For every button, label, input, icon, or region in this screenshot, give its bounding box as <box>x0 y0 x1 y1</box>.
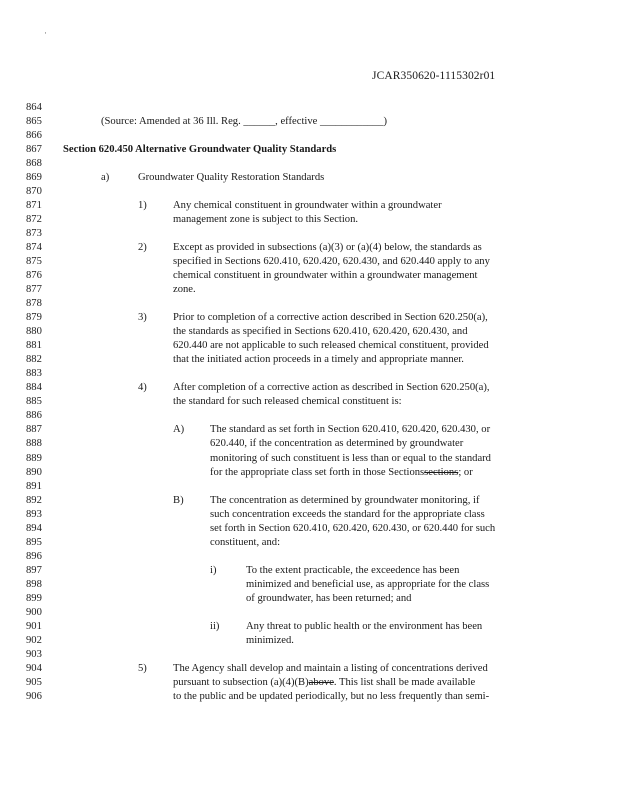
line-number: 904 <box>26 662 42 674</box>
document-line <box>0 409 618 422</box>
document-line <box>0 564 618 577</box>
line-number: 876 <box>26 270 42 282</box>
line-number: 878 <box>26 298 42 310</box>
line-text <box>173 199 442 212</box>
line-number: 906 <box>26 690 42 702</box>
line-number: 866 <box>26 130 42 142</box>
document-line <box>0 213 618 226</box>
document-line <box>0 381 618 394</box>
document-line <box>0 620 618 633</box>
list-label: 5) <box>138 662 147 674</box>
text-run: for the appropriate class set forth in those Sections <box>210 466 425 478</box>
text-run: monitoring of such constituent is less than or equal to the standard <box>210 452 491 464</box>
document-line <box>0 129 618 142</box>
text-run: 620.440 are not applicable to such released chemical constituent, provided <box>173 340 489 352</box>
list-label: 2) <box>138 242 147 254</box>
text-run: set forth in Section 620.410, 620.420, 620.430, or 620.440 for such <box>210 522 496 534</box>
line-number: 896 <box>26 550 42 562</box>
document-line <box>0 185 618 198</box>
line-number: 873 <box>26 228 42 240</box>
text-run: Section 620.450 Alternative Groundwater Quality Standards <box>63 144 337 156</box>
text-run: of groundwater, has been returned; and <box>246 592 412 604</box>
document-line <box>0 339 618 352</box>
text-run: The standard as set forth in Section 620.410, 620.420, 620.430, or <box>210 424 491 436</box>
document-line <box>0 690 618 703</box>
line-number: 886 <box>26 410 42 422</box>
line-text <box>246 620 482 633</box>
list-label: B) <box>173 494 184 506</box>
text-run: pursuant to subsection (a)(4)(B) <box>173 676 309 688</box>
line-text <box>210 536 280 549</box>
line-text <box>173 311 488 324</box>
text-run: specified in Sections 620.410, 620.420, 620.430, and 620.440 apply to any <box>173 256 490 268</box>
line-text <box>246 634 294 647</box>
text-run: Any threat to public health or the environment has been <box>246 620 483 632</box>
text-run: the standards as specified in Sections 620.410, 620.420, 620.430, and <box>173 326 468 338</box>
line-number: 898 <box>26 578 42 590</box>
line-text <box>246 564 459 577</box>
line-number: 880 <box>26 326 42 338</box>
document-line <box>0 634 618 647</box>
document-line <box>0 536 618 549</box>
line-number: 881 <box>26 340 42 352</box>
line-number: 902 <box>26 634 42 646</box>
text-run: After completion of a corrective action as described in Section 620.250(a), <box>173 382 490 394</box>
document-line <box>0 241 618 254</box>
line-number: 889 <box>26 452 42 464</box>
text-run: management zone is subject to this Section. <box>173 214 359 226</box>
line-number: 893 <box>26 508 42 520</box>
document-line <box>0 662 618 675</box>
line-text <box>210 522 495 535</box>
list-label: ii) <box>210 620 220 632</box>
document-line <box>0 550 618 563</box>
line-number: 875 <box>26 256 42 268</box>
line-number: 869 <box>26 172 42 184</box>
document-line <box>0 311 618 324</box>
line-number: 865 <box>26 116 42 128</box>
text-run: chemical constituent in groundwater within a groundwater management <box>173 270 478 282</box>
document-line <box>0 395 618 408</box>
line-text <box>173 269 477 282</box>
line-text <box>173 255 490 268</box>
line-text <box>173 241 482 254</box>
line-number: 872 <box>26 214 42 226</box>
line-number: 877 <box>26 284 42 296</box>
line-text <box>101 115 387 128</box>
line-text <box>173 213 358 226</box>
document-line <box>0 101 618 114</box>
list-label: 3) <box>138 312 147 324</box>
document-line <box>0 606 618 619</box>
line-number: 899 <box>26 592 42 604</box>
line-number: 894 <box>26 522 42 534</box>
list-label: 4) <box>138 382 147 394</box>
line-text <box>210 423 490 436</box>
document-line <box>0 325 618 338</box>
document-line <box>0 480 618 493</box>
document-line <box>0 578 618 591</box>
text-run: The Agency shall develop and maintain a listing of concentrations derived <box>173 662 488 674</box>
document-line <box>0 437 618 450</box>
document-line <box>0 171 618 184</box>
text-run: The concentration as determined by groundwater monitoring, if <box>210 494 480 506</box>
line-number: 882 <box>26 354 42 366</box>
line-number: 868 <box>26 158 42 170</box>
document-line <box>0 143 618 156</box>
line-text <box>173 325 468 338</box>
list-label: i) <box>210 564 217 576</box>
text-run: Any chemical constituent in groundwater within a groundwater <box>173 200 442 212</box>
deleted-text: above <box>308 676 334 688</box>
line-number: 885 <box>26 396 42 408</box>
line-text <box>210 437 463 450</box>
line-number: 879 <box>26 312 42 324</box>
line-text <box>173 662 488 675</box>
line-text <box>63 143 336 156</box>
line-text <box>173 690 489 703</box>
line-number: 883 <box>26 368 42 380</box>
line-number: 891 <box>26 480 42 492</box>
text-run: the standard for such released chemical constituent is: <box>173 396 402 408</box>
line-text <box>210 494 479 507</box>
line-number: 884 <box>26 382 42 394</box>
line-number: 887 <box>26 424 42 436</box>
document-line <box>0 466 618 479</box>
text-run: Except as provided in subsections (a)(3) or (a)(4) below, the standards as <box>173 242 482 254</box>
line-number: 867 <box>26 144 42 156</box>
document-line <box>0 157 618 170</box>
document-line <box>0 522 618 535</box>
line-text <box>246 578 489 591</box>
line-number: 864 <box>26 102 42 113</box>
document-line <box>0 676 618 689</box>
line-text <box>173 353 464 366</box>
text-run: that the initiated action proceeds in a timely and appropriate manner. <box>173 354 464 366</box>
line-text <box>173 283 196 296</box>
text-run: Groundwater Quality Restoration Standards <box>138 172 325 184</box>
line-text <box>173 395 402 408</box>
line-number: 888 <box>26 438 42 450</box>
document-line <box>0 297 618 310</box>
text-run: ; or <box>458 466 473 478</box>
line-number: 890 <box>26 466 42 478</box>
document-line <box>0 115 618 128</box>
scan-mark: · <box>44 28 47 38</box>
list-label: A) <box>173 424 185 436</box>
document-line <box>0 283 618 296</box>
document-line <box>0 494 618 507</box>
line-text <box>246 592 411 605</box>
document-line <box>0 592 618 605</box>
text-run: zone. <box>173 284 196 296</box>
document-line <box>0 255 618 268</box>
document-header-id: JCAR350620-1115302r01 <box>372 70 496 82</box>
text-run: minimized. <box>246 634 294 646</box>
line-text <box>210 452 491 465</box>
line-number: 871 <box>26 200 42 212</box>
line-number: 870 <box>26 186 42 198</box>
text-run: such concentration exceeds the standard for the appropriate class <box>210 508 485 520</box>
document-line <box>0 353 618 366</box>
text-run: Prior to completion of a corrective action described in Section 620.250(a), <box>173 312 488 324</box>
list-label: 1) <box>138 200 147 212</box>
line-text <box>210 508 485 521</box>
document-line <box>0 269 618 282</box>
line-text <box>138 171 324 184</box>
line-number: 900 <box>26 606 42 618</box>
line-text <box>173 381 490 394</box>
text-run: To the extent practicable, the exceedence has been <box>246 564 460 576</box>
line-number: 905 <box>26 676 42 688</box>
line-number: 901 <box>26 620 42 632</box>
text-run: minimized and beneficial use, as appropriate for the class <box>246 578 490 590</box>
line-number: 895 <box>26 536 42 548</box>
document-line <box>0 227 618 240</box>
document-line <box>0 452 618 465</box>
text-run: . This list shall be made available <box>333 676 476 688</box>
line-text <box>210 466 473 479</box>
line-number: 903 <box>26 648 42 660</box>
document-line <box>0 508 618 521</box>
line-text <box>173 676 475 689</box>
line-number: 874 <box>26 242 42 254</box>
text-run: (Source: Amended at 36 Ill. Reg. ______, effective ____________) <box>101 116 388 128</box>
list-label: a) <box>101 172 110 184</box>
document-line <box>0 648 618 661</box>
document-line <box>0 423 618 436</box>
line-text <box>173 339 489 352</box>
text-run: constituent, and: <box>210 536 281 548</box>
document-line <box>0 367 618 380</box>
line-number: 897 <box>26 564 42 576</box>
text-run: 620.440, if the concentration as determined by groundwater <box>210 438 464 450</box>
text-run: to the public and be updated periodically, but no less frequently than semi- <box>173 690 490 702</box>
line-number: 892 <box>26 494 42 506</box>
deleted-text: sections <box>424 466 459 478</box>
document-line <box>0 199 618 212</box>
